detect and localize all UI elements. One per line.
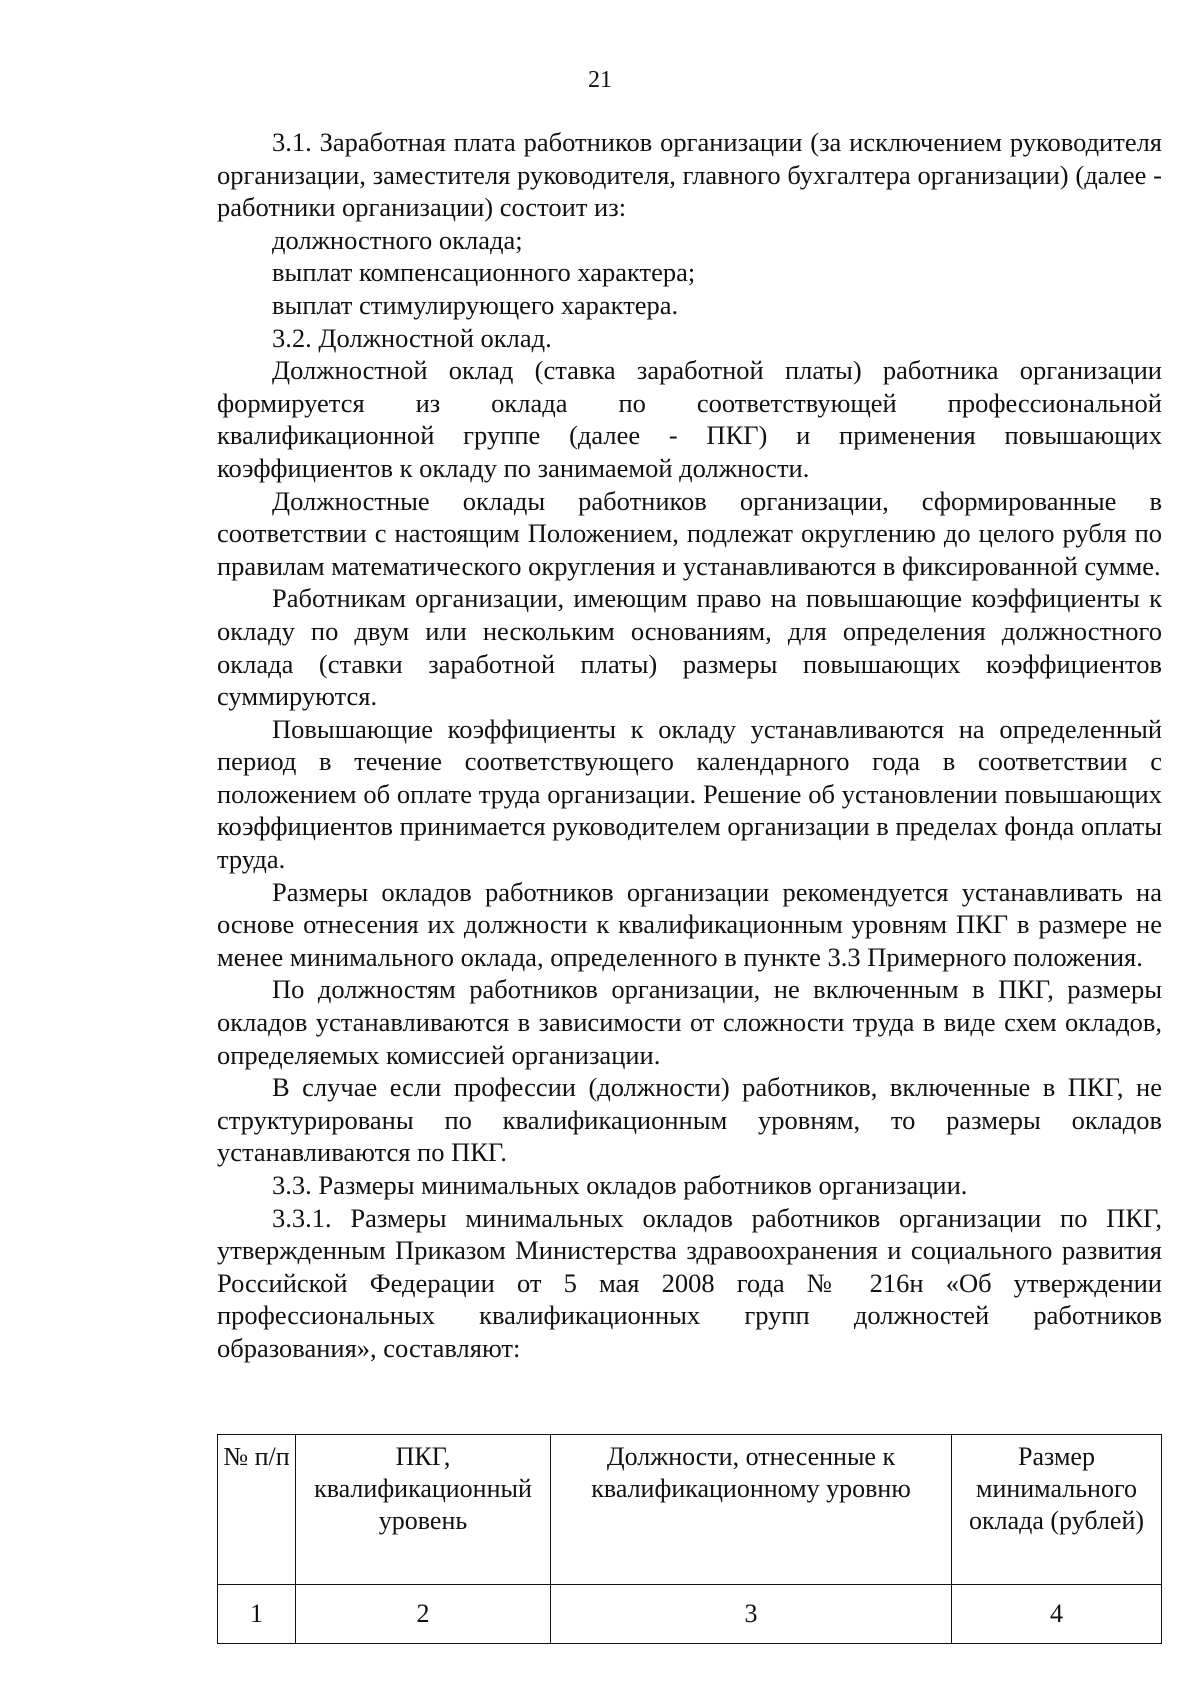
section-heading-3-2: 3.2. Должностной оклад.: [272, 322, 552, 353]
paragraph: В случае если профессии (должности) работников, включенные в ПКГ, не структурированы по квалификационным уровням, то размеры окладов устанавливаются по ПКГ.: [217, 1072, 1162, 1168]
list-item: должностного оклада;: [272, 224, 523, 255]
table-cell: 3: [551, 1585, 952, 1644]
document-body: [217, 126, 1162, 1365]
paragraph: Размеры окладов работников организации рекомендуется устанавливать на основе отнесения их должности к квалификационным уровням ПКГ в размере не менее минимального оклада, определенного в пункте 3.3 Примерного положения.: [217, 876, 1162, 972]
table-header-pkg: ПКГ, квалификационный уровень: [296, 1435, 551, 1585]
table-header-positions: Должности, отнесенные к квалификационному уровню: [551, 1435, 952, 1585]
paragraph: Должностные оклады работников организации, сформированные в соответствии с настоящим Положением, подлежат округлению до целого рубля по правилам математического округления и устанавливаются в фиксированной сумме.: [217, 485, 1162, 581]
table-header-row: [218, 1435, 1162, 1585]
list-item: выплат компенсационного характера;: [272, 257, 696, 288]
table-cell: 1: [218, 1585, 296, 1644]
table-cell: 2: [296, 1585, 551, 1644]
paragraph-3-1: 3.1. Заработная плата работников организации (за исключением руководителя организации, заместителя руководителя, главного бухгалтера организации) (далее - работники организации) состоит из:: [217, 127, 1162, 223]
list-item: выплат стимулирующего характера.: [272, 289, 679, 320]
paragraph: По должностям работников организации, не включенным в ПКГ, размеры окладов устанавливаются в зависимости от сложности труда в виде схем окладов, определяемых комиссией организации.: [217, 974, 1162, 1070]
paragraph: Повышающие коэффициенты к окладу устанавливаются на определенный период в течение соответствующего календарного года в соответствии с положением об оплате труда организации. Решение об установлении повышающих коэффициентов принимается руководителем организации в пределах фонда оплаты труда.: [217, 713, 1162, 875]
paragraph-3-3-1: 3.3.1. Размеры минимальных окладов работников организации по ПКГ, утвержденным Приказом Министерства здравоохранения и социального развития Российской Федерации от 5 мая 2008 года № 216н «Об утверждении профессиональных квалификационных групп должностей работников образования», составляют:: [217, 1202, 1162, 1363]
table-row: [218, 1585, 1162, 1644]
paragraph: Работникам организации, имеющим право на повышающие коэффициенты к окладу по двум или нескольким основаниям, для определения должностного оклада (ставки заработной платы) размеры повышающих коэффициентов суммируются.: [217, 583, 1162, 712]
paragraph: Должностной оклад (ставка заработной платы) работника организации формируется из оклада по соответствующей профессиональной квалификационной группе (далее - ПКГ) и применения повышающих коэффициентов к окладу по занимаемой должности.: [217, 355, 1162, 483]
table-header-number: № п/п: [218, 1435, 296, 1585]
salary-table: [217, 1434, 1162, 1644]
section-heading-3-3: 3.3. Размеры минимальных окладов работников организации.: [272, 1170, 968, 1200]
table-header-salary: Размер минимального оклада (рублей): [952, 1435, 1162, 1585]
page-number: 21: [588, 67, 612, 93]
table-cell: 4: [952, 1585, 1162, 1644]
